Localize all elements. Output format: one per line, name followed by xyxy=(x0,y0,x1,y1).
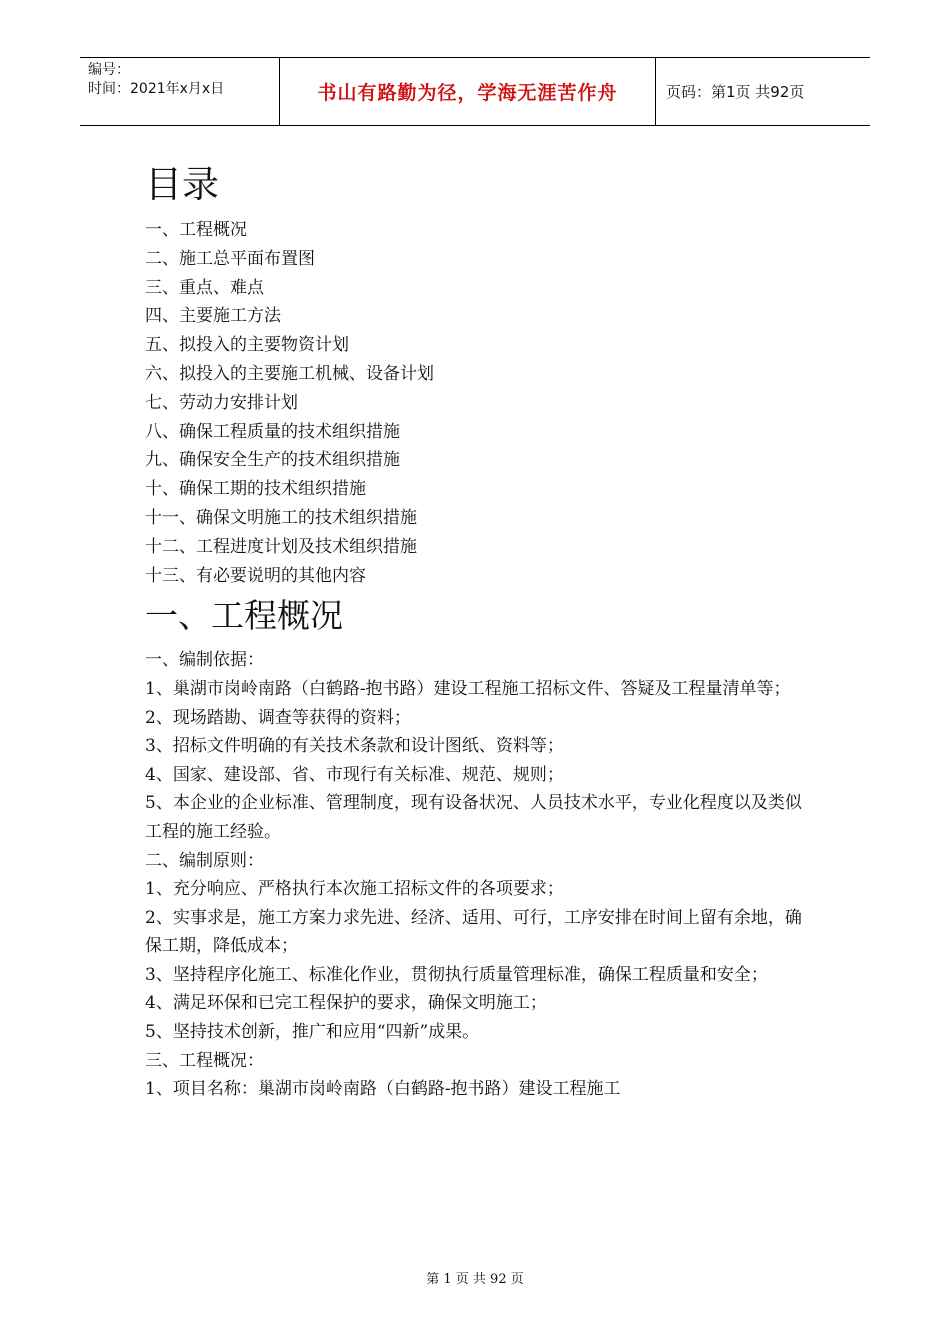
paragraph: 一、编制依据： xyxy=(145,650,264,671)
document-number-label: 编号： xyxy=(88,62,130,78)
document-time-label: 时间：2021年x月x日 xyxy=(88,81,225,97)
paragraph: 2、现场踏勘、调查等获得的资料； xyxy=(145,707,411,728)
paragraph: 5、本企业的企业标准、管理制度，现有设备状况、人员技术水平，专业化程度以及类似 xyxy=(145,793,802,814)
section-heading: 一、工程概况 xyxy=(145,596,343,636)
paragraph: 工程的施工经验。 xyxy=(145,821,281,842)
section-content xyxy=(145,646,815,1104)
toc-item: 五、拟投入的主要物资计划 xyxy=(145,335,349,356)
header-motto: 书山有路勤为径，学海无涯苦作舟 xyxy=(280,58,656,125)
paragraph: 1、巢湖市岗岭南路（白鹤路-抱书路）建设工程施工招标文件、答疑及工程量清单等； xyxy=(145,678,791,699)
page-header xyxy=(80,57,870,126)
paragraph: 5、坚持技术创新，推广和应用“四新”成果。 xyxy=(145,1022,480,1043)
toc-list xyxy=(145,216,815,590)
paragraph: 3、招标文件明确的有关技术条款和设计图纸、资料等； xyxy=(145,736,564,757)
toc-item: 七、劳动力安排计划 xyxy=(145,392,298,413)
toc-item: 三、重点、难点 xyxy=(145,277,264,298)
toc-item: 二、施工总平面布置图 xyxy=(145,248,315,269)
header-page-info: 页码：第1页 共92页 xyxy=(666,83,805,101)
paragraph: 三、工程概况： xyxy=(145,1050,264,1071)
toc-item: 一、工程概况 xyxy=(145,220,247,240)
toc-item: 十三、有必要说明的其他内容 xyxy=(145,565,366,586)
paragraph: 保工期，降低成本； xyxy=(145,936,298,957)
paragraph: 二、编制原则： xyxy=(145,850,264,871)
paragraph: 4、满足环保和已完工程保护的要求，确保文明施工； xyxy=(145,993,547,1014)
paragraph: 2、实事求是，施工方案力求先进、经济、适用、可行，工序安排在时间上留有余地，确 xyxy=(145,907,802,928)
toc-item: 九、确保安全生产的技术组织措施 xyxy=(145,450,400,471)
paragraph: 1、项目名称：巢湖市岗岭南路（白鹤路-抱书路）建设工程施工 xyxy=(145,1079,621,1100)
toc-item: 十一、确保文明施工的技术组织措施 xyxy=(145,507,417,528)
document-body xyxy=(145,160,815,1104)
page-footer: 第 1 页 共 92 页 xyxy=(426,1272,524,1287)
toc-item: 十二、工程进度计划及技术组织措施 xyxy=(145,536,417,557)
toc-item: 四、主要施工方法 xyxy=(145,306,281,327)
paragraph: 1、充分响应、严格执行本次施工招标文件的各项要求； xyxy=(145,879,564,900)
toc-item: 六、拟投入的主要施工机械、设备计划 xyxy=(145,363,434,384)
toc-item: 十、确保工期的技术组织措施 xyxy=(145,479,366,500)
paragraph: 4、国家、建设部、省、市现行有关标准、规范、规则； xyxy=(145,764,564,785)
toc-item: 八、确保工程质量的技术组织措施 xyxy=(145,421,400,442)
toc-title: 目录 xyxy=(145,163,219,206)
header-meta xyxy=(80,58,280,125)
paragraph: 3、坚持程序化施工、标准化作业，贯彻执行质量管理标准，确保工程质量和安全； xyxy=(145,964,768,985)
